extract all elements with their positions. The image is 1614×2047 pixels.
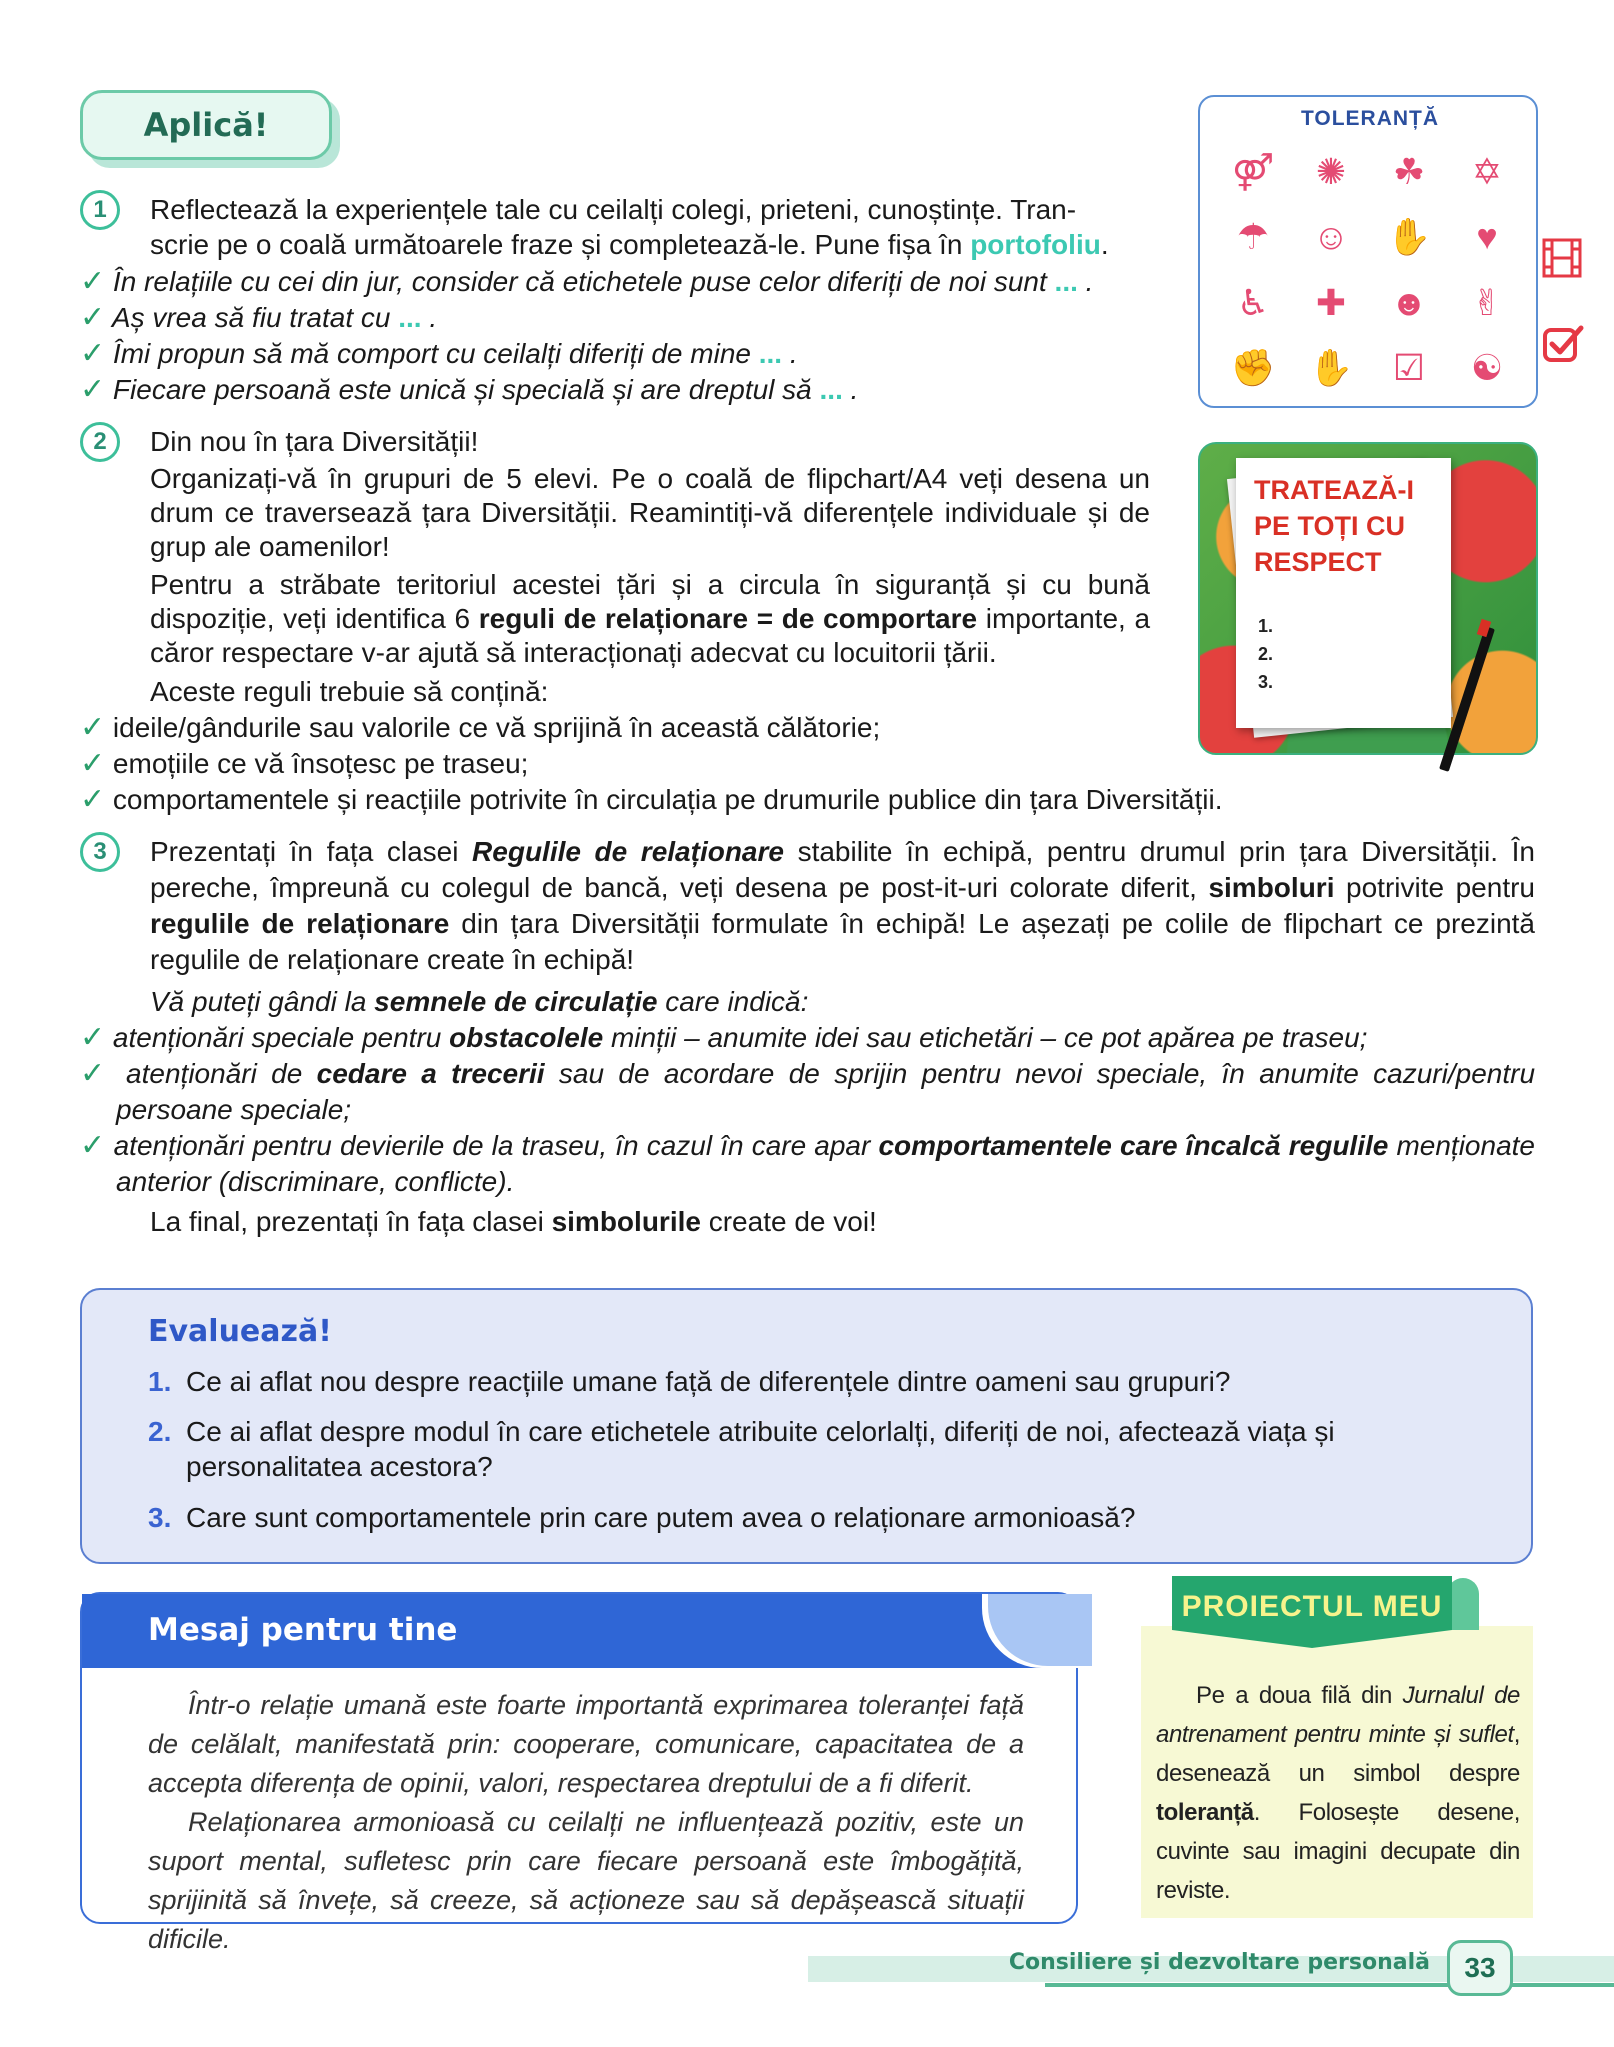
evalueaza-item-number: 2. bbox=[148, 1416, 172, 1447]
mesaj-paragraph: Într-o relație umană este foarte importantă exprimarea toleranței față de celălalt, manifestată prin: cooperare, comunicare, capacitatea de a accepta diferența de opinii, valori, respectarea dreptului de a fi diferit. bbox=[148, 1690, 1024, 1798]
exercise-1-item-text: Aș vrea să fiu tratat cu bbox=[111, 302, 399, 333]
poster-list-item: 2. bbox=[1258, 644, 1274, 664]
exercise-1-line1: Reflectează la experiențele tale cu ceilalți colegi, prieteni, cunoștințe. Tran- bbox=[150, 194, 1077, 225]
exercise-2-item bbox=[80, 746, 528, 782]
evalueaza-item-text: Care sunt comportamentele prin care putem avea o relaționare armonioasă? bbox=[186, 1502, 1136, 1533]
page-number: 33 bbox=[1447, 1940, 1513, 1996]
symbols-bold: simboluri bbox=[1208, 872, 1335, 903]
mesaj-paragraph: Relaționarea armonioasă cu ceilalți ne influențează pozitiv, este un suport mental, sufletesc prin care fiecare persoană este îmbogățită, sprijinită să învețe, să creeze, să acționeze sau să depășească situații dificile. bbox=[148, 1807, 1024, 1954]
jurnal-italic: Jurnalul de antrenament pentru minte și suflet bbox=[1156, 1682, 1520, 1748]
blank-dots: ... bbox=[758, 338, 783, 369]
proiect-title: PROIECTUL MEU bbox=[1181, 1590, 1443, 1623]
exercise-2-item bbox=[80, 782, 1223, 818]
p2-text: Pentru a străbate teritoriul acestei țări și a circula în siguranță și cu bună dispoziție, veți identifica 6 bbox=[150, 569, 1150, 634]
check-icon: ✓ bbox=[80, 783, 106, 816]
hands-heart-icon: ☘ bbox=[1392, 150, 1426, 192]
blank-dots: ... bbox=[398, 302, 422, 333]
crowd-icon: ☻ bbox=[1390, 281, 1428, 323]
poster-list bbox=[1258, 612, 1273, 696]
exercise-1-item bbox=[80, 264, 1093, 300]
trateaza-poster bbox=[1198, 442, 1538, 755]
evalueaza-item bbox=[148, 1500, 1488, 1535]
item-text: atenționări de bbox=[126, 1058, 317, 1089]
symbols-bold: simbolurile bbox=[551, 1206, 701, 1237]
rules-bold: reguli de relaționare = de comportare bbox=[478, 603, 978, 634]
toleranta-icon-grid bbox=[1214, 139, 1526, 401]
raised-fist-icon: ✊ bbox=[1230, 347, 1276, 389]
globe-people-icon: ✺ bbox=[1315, 150, 1347, 192]
exercise-2-number: 2 bbox=[80, 422, 120, 462]
traffic-signs-bold: semnele de circulație bbox=[374, 986, 658, 1017]
check-icon: ✓ bbox=[80, 337, 106, 370]
p1-text: Prezentați în fața clasei bbox=[150, 836, 473, 867]
exercise-3-paragraph-3 bbox=[150, 1204, 1535, 1239]
toleranta-title: TOLERANȚĂ bbox=[1300, 107, 1440, 130]
check-icon: ✓ bbox=[80, 265, 106, 298]
exercise-2-item-text: ideile/gândurile sau valorile ce vă sprijină în această călătorie; bbox=[112, 712, 881, 743]
toleranta-bold: toleranță bbox=[1156, 1799, 1254, 1826]
p2-text: Vă puteți gândi la bbox=[150, 986, 375, 1017]
evalueaza-item-number: 1. bbox=[148, 1366, 172, 1397]
blank-end: . bbox=[421, 302, 438, 333]
vote-icon: ☑ bbox=[1392, 347, 1426, 389]
exercise-1-item bbox=[80, 300, 437, 336]
exercise-3-paragraph-1 bbox=[150, 834, 1535, 978]
check-icon: ✓ bbox=[80, 301, 106, 334]
evalueaza-item bbox=[148, 1414, 1488, 1484]
exercise-1-item-text: Îmi propun să mă comport cu ceilalți diferiți de mine bbox=[112, 338, 759, 369]
mesaj-text bbox=[148, 1686, 1024, 1959]
blank-end: . bbox=[842, 374, 859, 405]
toleranta-panel bbox=[1198, 95, 1538, 408]
evalueaza-title: Evaluează! bbox=[148, 1314, 332, 1349]
proiect-text-part: , desenează un simbol despre bbox=[1156, 1721, 1520, 1787]
item-text: atenționări pentru devierile de la traseu, în cazul în care apar bbox=[113, 1130, 879, 1161]
poster-title: TRATEAZĂ-I PE TOȚI CU RESPECT bbox=[1254, 475, 1414, 577]
religions-icon: ✡ bbox=[1471, 150, 1503, 192]
item-text: sau de acordare de sprijin pentru nevoi speciale, în anumite cazuri/pentru persoane speciale; bbox=[116, 1058, 1536, 1125]
p1-text: potrivite pentru bbox=[1334, 872, 1535, 903]
p2-text: care indică: bbox=[657, 986, 809, 1017]
exercise-2-item-text: comportamentele și reacțiile potrivite în circulația pe drumurile publice din țara Diversității. bbox=[112, 784, 1223, 815]
p3-text: create de voi! bbox=[700, 1206, 877, 1237]
blank-dots: ... bbox=[1054, 266, 1078, 297]
exercise-1-item-text: Fiecare persoană este unică și specială și are dreptul să bbox=[112, 374, 820, 405]
blank-end: . bbox=[1077, 266, 1094, 297]
item-text: menționate anterior (discriminare, conflicte). bbox=[116, 1130, 1535, 1197]
blank-end: . bbox=[782, 338, 798, 369]
proiect-text-part: . Folosește desene, cuvinte sau imagini decupate din reviste. bbox=[1156, 1799, 1520, 1904]
portofoliu-link: portofoliu bbox=[970, 229, 1101, 260]
evalueaza-item-text: Ce ai aflat despre modul în care etichetele atribuite celorlalți, diferiți de noi, afectează viața și personalitatea acestora? bbox=[186, 1416, 1335, 1482]
exercise-3-item bbox=[80, 1020, 1535, 1055]
exercise-3-paragraph-2 bbox=[150, 984, 1535, 1019]
film-icon bbox=[1542, 238, 1582, 287]
evalueaza-item bbox=[148, 1364, 1488, 1399]
rules-bold: regulile de relaționare bbox=[150, 908, 450, 939]
proiect-text-part: Pe a doua filă din bbox=[1196, 1682, 1403, 1709]
exercise-2-paragraph-3: Aceste reguli trebuie să conțină: bbox=[150, 676, 549, 707]
proiect-text bbox=[1156, 1676, 1520, 1910]
mesaj-box bbox=[80, 1592, 1078, 1954]
wheelchair-icon: ♿ bbox=[1236, 281, 1270, 323]
p1-text: din țara Diversității formulate în echipă! Le așezați pe colile de flipchart ce prezintă regulile de relaționare create în echipă! bbox=[150, 908, 1535, 975]
footer-line bbox=[1045, 1983, 1614, 1987]
exercise-1-number: 1 bbox=[80, 190, 120, 230]
exercise-2-item bbox=[80, 710, 880, 746]
evalueaza-item-number: 3. bbox=[148, 1502, 172, 1533]
check-icon: ✓ bbox=[80, 1129, 106, 1162]
aplica-label: Aplică! bbox=[80, 90, 332, 160]
group-icon: ☺ bbox=[1312, 216, 1350, 258]
exercise-2-title: Din nou în țara Diversității! bbox=[150, 426, 479, 457]
mesaj-title: Mesaj pentru tine bbox=[148, 1612, 458, 1648]
exercise-3-item bbox=[80, 1056, 1535, 1128]
p1-text: stabilite în echipă, pentru drumul prin țara Diversității. În pereche, împreună cu colegul de bancă, veți desena pe post-it-uri colorate diferit, bbox=[150, 836, 1535, 903]
exercise-1-line2 bbox=[150, 227, 1150, 262]
exercise-2-paragraph-2 bbox=[150, 568, 1150, 670]
exercise-3-number: 3 bbox=[80, 832, 120, 872]
exercise-1-item bbox=[80, 336, 798, 372]
gender-icon: ⚤ bbox=[1231, 150, 1275, 192]
protection-icon: ☂ bbox=[1236, 216, 1270, 258]
exercise-1-line2-text: scrie pe o coală următoarele fraze și completează-le. Pune fișa în bbox=[150, 229, 971, 260]
p2-text-end: importante, a căror respectare v-ar ajută să interacționați adecvat cu locuitorii țării. bbox=[150, 603, 1151, 668]
poster-list-item: 1. bbox=[1258, 616, 1274, 636]
exercise-1-item bbox=[80, 372, 858, 408]
heart-hand-icon: ♥ bbox=[1476, 216, 1498, 258]
poster-list-item: 3. bbox=[1258, 672, 1274, 692]
exercise-1-text bbox=[150, 192, 1150, 262]
evalueaza-box bbox=[80, 1288, 1533, 1564]
world-hands-icon: ☯ bbox=[1470, 347, 1504, 389]
check-icon: ✓ bbox=[80, 747, 106, 780]
p3-text: La final, prezentați în fața clasei bbox=[150, 1206, 552, 1237]
item-bold: cedare a trecerii bbox=[316, 1058, 545, 1089]
footer-subject: Consiliere și dezvoltare personală bbox=[1008, 1950, 1430, 1975]
raised-hands-icon: ✋ bbox=[1308, 347, 1354, 389]
blank-dots: ... bbox=[819, 374, 843, 405]
item-bold: obstacolele bbox=[449, 1022, 604, 1053]
check-icon: ✓ bbox=[80, 1057, 112, 1090]
checkbox-icon bbox=[1542, 324, 1584, 373]
check-icon: ✓ bbox=[80, 373, 106, 406]
exercise-3-item bbox=[80, 1128, 1535, 1200]
check-icon: ✓ bbox=[80, 711, 106, 744]
handshake-icon: ✌ bbox=[1471, 281, 1503, 323]
check-icon: ✓ bbox=[80, 1021, 106, 1054]
exercise-1-period: . bbox=[1100, 229, 1109, 260]
exercise-1-item-text: În relațiile cu cei din jur, consider că etichetele puse celor diferiți de noi sunt bbox=[112, 266, 1055, 297]
hand-graduate-icon: ✋ bbox=[1386, 216, 1432, 258]
rules-bold-italic: Regulile de relaționare bbox=[472, 836, 784, 867]
item-text: minții – anumite idei sau etichetări – ce pot apărea pe traseu; bbox=[603, 1022, 1368, 1053]
exercise-2-item-text: emoțiile ce vă însoțesc pe traseu; bbox=[112, 748, 529, 779]
exercise-2-paragraph-1: Organizați-vă în grupuri de 5 elevi. Pe o coală de flipchart/A4 veți desena un drum ce traversează țara Diversității. Reamintiți-vă diferențele individuale și de grup ale oamenilor! bbox=[150, 463, 1150, 562]
puzzle-icon: ✚ bbox=[1315, 281, 1347, 323]
item-text: atenționări speciale pentru bbox=[112, 1022, 450, 1053]
item-bold: comportamentele care încalcă regulile bbox=[878, 1130, 1389, 1161]
evalueaza-item-text: Ce ai aflat nou despre reacțiile umane față de diferențele dintre oameni sau grupuri? bbox=[186, 1366, 1231, 1397]
